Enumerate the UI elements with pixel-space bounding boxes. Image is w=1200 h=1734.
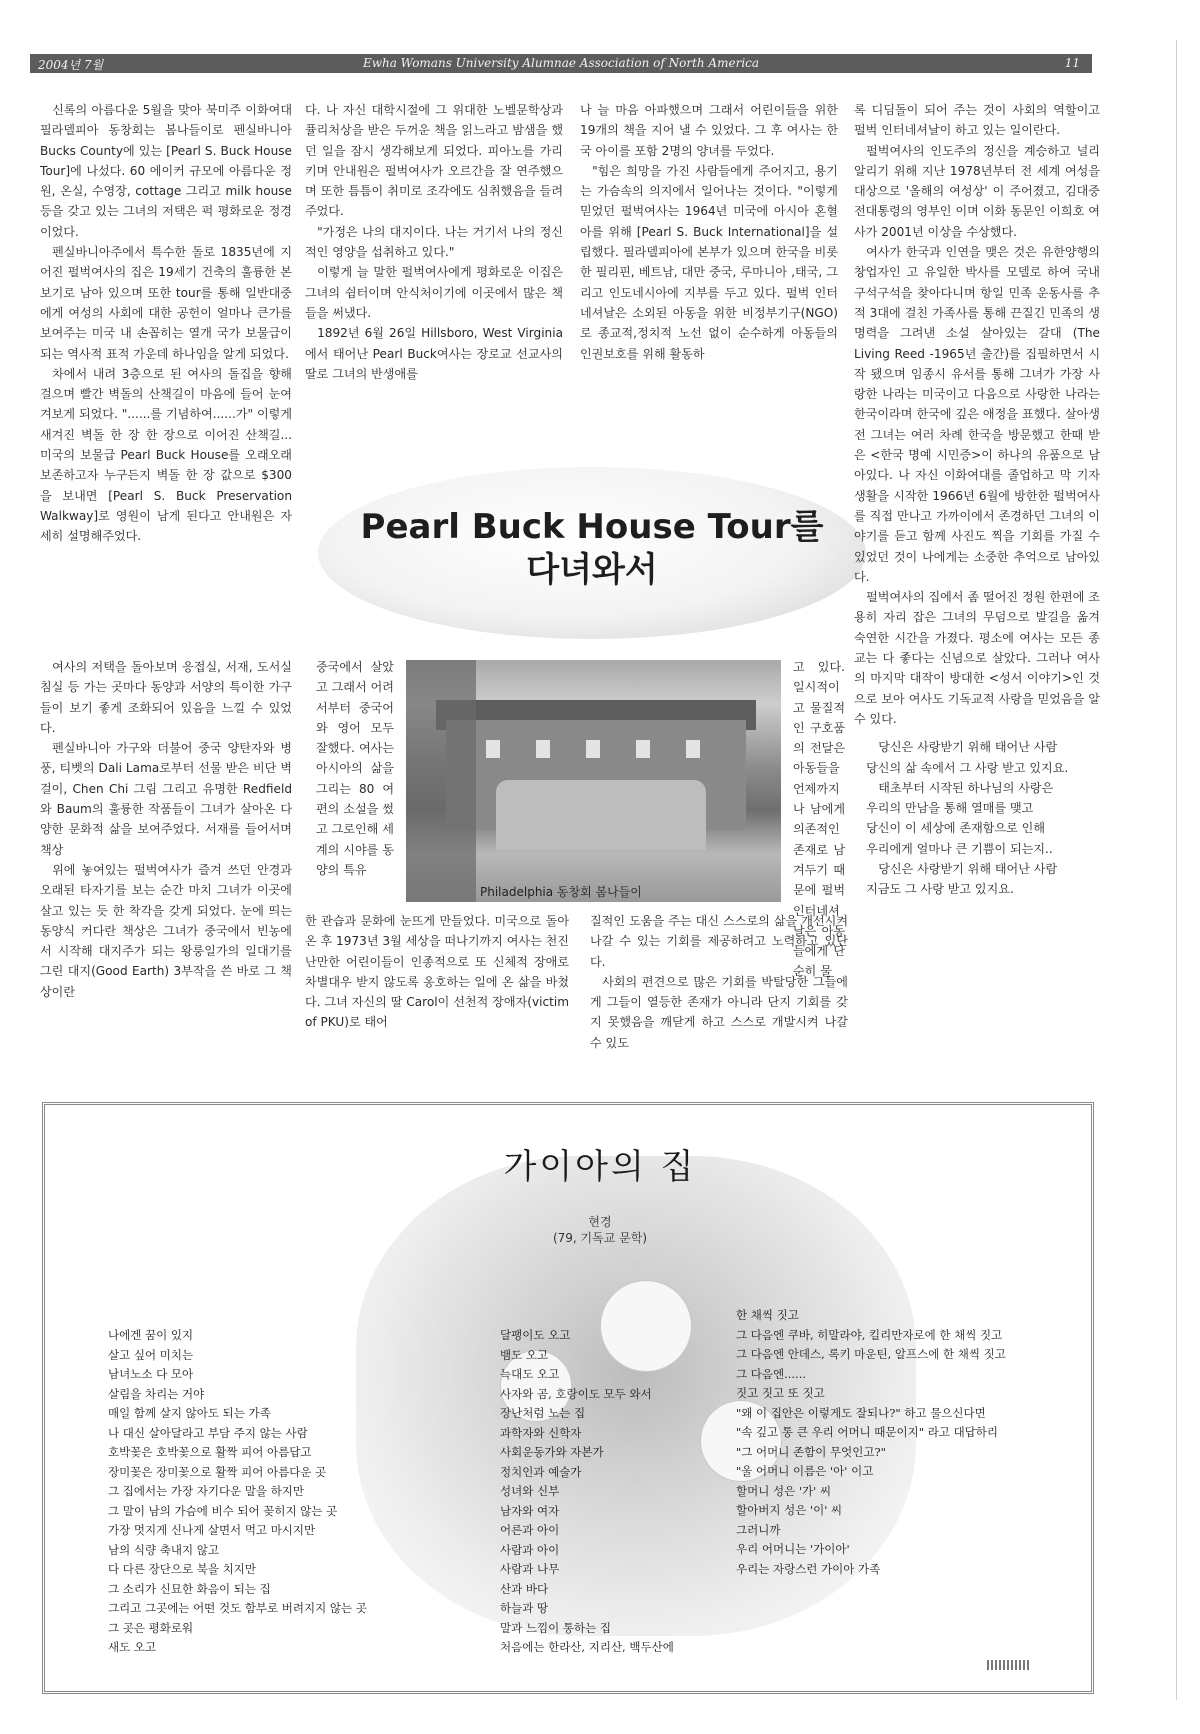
- poem-line: 그 다음엔......: [736, 1366, 807, 1381]
- poem-line: 사람과 아이: [500, 1542, 560, 1557]
- paragraph: 위에 놓여있는 펄벅여사가 즐겨 쓰던 안경과 오래된 타자기를 보는 순간 마치 그녀가 이곳에 살고 있는 듯 한 착각을 갖게 되었다. 눈에 띄는 동양식 커다란 책상은 그녀가 중국에서 빈농에서 시작해 대지주가 되는 왕룽일가의 일대기를 그린 대지(Good Earth) 3부작을 쓴 바로 그 책상이란: [40, 862, 292, 999]
- poem-line: 그 소리가 신묘한 화음이 되는 집: [108, 1581, 271, 1596]
- poem-line: 그 다음엔 쿠바, 히말라야, 킬리만자로에 한 채씩 짓고: [736, 1327, 1003, 1342]
- poem-line: 장난처럼 노는 집: [500, 1406, 586, 1420]
- poem-line: 한 채씩 짓고: [736, 1308, 799, 1322]
- window: [686, 740, 700, 758]
- poem-line: 달팽이도 오고: [500, 1328, 571, 1342]
- poem-title: 가이아의 집: [503, 1147, 697, 1187]
- poem-line: 나 대신 살아달라고 부담 주지 않는 사람: [108, 1425, 308, 1440]
- poem-column-3: [736, 1306, 1006, 1579]
- article-title: [318, 506, 866, 592]
- verse: 태초부터 시작된 하나님의 사랑은 우리의 만남을 통해 열매를 맺고 당신이 이 세상에 존재함으로 인해 우리에게 얼마나 큰 기쁨이 되는지..: [866, 780, 1054, 856]
- paragraph: "힘은 희망을 가진 사람들에게 주어지고, 용기는 가슴속의 의지에서 일어나는 것이다. "이렇게 믿었던 펄벅여사는 1964년 미국에 아시아 혼혈아를 위해 [Pearl S. Buck International]을 설립했다. 필라델피아에 본부가 있으며 한국을 비롯한 필리핀, 베트남, 대만 중국, 루마니아 ,태국, 그리고 인도네시아에 지부를 두고 있다. 펄벅 인터네셔날은 소외된 아동을 위한 비정부기구(NGO)로 종교적,정치적 노선 없이 순수하게 아동들의 인권보호를 위해 활동하: [580, 163, 838, 361]
- poem-line: 성녀와 신부: [500, 1484, 560, 1498]
- paragraph: 펄벅여사의 인도주의 정신을 계승하고 널리 알리기 위해 지난 1978년부터 전 세계 여성을 대상으로 '올해의 여성상' 이 주어졌고, 김대중 전대통령의 영부인 이며 이화 동문인 이희호 여사가 2001년 이상을 수상했다.: [854, 143, 1100, 239]
- poem-author-note: (79, 기독교 문학): [552, 1231, 648, 1245]
- poem-line: "속 깊고 통 큰 우리 어머니 때문이지" 라고 대답하리: [736, 1425, 999, 1439]
- poem-line: 사회운동가와 자본가: [500, 1445, 604, 1459]
- poem-line: 가장 멋지게 신나게 살면서 먹고 마시지만: [108, 1523, 316, 1537]
- poem-line: "울 어머니 이름은 '아' 이고: [736, 1464, 874, 1478]
- poem-line: 산과 바다: [500, 1581, 549, 1596]
- poem-line: 우리는 자랑스런 가이아 가족: [736, 1561, 881, 1576]
- tree: [406, 660, 476, 902]
- poem-line: 그 말이 남의 가슴에 비수 되어 꽂히지 않는 곳: [108, 1503, 338, 1518]
- poem-line: 우리 어머니는 '가이아': [736, 1542, 850, 1556]
- paragraph: 한 관습과 문화에 눈뜨게 만들었다. 미국으로 돌아온 후 1973년 3월 세상을 떠나기까지 여사는 천진난만한 어린이들이 인종적으로 또 신체적 장애로 차별대우 받지 않도록 옹호하는 일에 온 삶을 바쳤다. 그녀 자신의 딸 Carol이 선천적 장애자(victim of PKU)로 태어: [305, 914, 569, 1030]
- paragraph: 1892년 6월 26일 Hillsboro, West Virginia에서 태어난 Pearl Buck여사는 장로교 선교사의 딸로 그녀의 반생애를: [305, 326, 563, 381]
- page-header: [30, 54, 1092, 73]
- poem-line: 과학자와 신학자: [500, 1425, 582, 1440]
- poem-line: 그리고 그곳에는 어떤 것도 함부로 버려지지 않는 곳: [108, 1601, 367, 1615]
- poem-line: 살고 싶어 미치는: [108, 1347, 194, 1362]
- article-column-2-top: [305, 100, 563, 384]
- poem-line: 남녀노소 다 모아: [108, 1367, 194, 1381]
- page-edge-line: [1176, 40, 1177, 1700]
- window: [486, 740, 500, 758]
- poem-line: 그 다음엔 안데스, 록키 마운틴, 알프스에 한 채씩 짓고: [736, 1347, 1006, 1361]
- paragraph: 펄벅여사의 집에서 좀 떨어진 정원 한편에 조용히 자리 잡은 그녀의 무덤으로 발길을 옮겨 숙연한 시간을 가졌다. 평소에 여사는 모든 종교는 다 좋다는 신념으로 살았다. 그러나 여사의 마지막 대작이 방대한 <성서 이야기>인 것으로 보아 여사도 기독교적 사랑을 믿었음을 알 수 있다.: [854, 590, 1100, 726]
- article-column-1-top: [40, 100, 292, 547]
- window: [636, 740, 650, 758]
- paragraph: 여사의 저택을 돌아보며 응접실, 서재, 도서실 침실 등 가는 곳마다 동양과 서양의 특이한 가구들이 보기 좋게 조화되어 있음을 느낄 수 있었다.: [40, 660, 292, 735]
- poem-line: "그 어머니 존함이 무엇인고?": [736, 1444, 886, 1459]
- page-number: 11: [1064, 56, 1080, 70]
- poem-line: 정치인과 예술가: [500, 1464, 582, 1479]
- paragraph: 펜실바니아 가구와 더불어 중국 양탄자와 병풍, 티벳의 Dali Lama로부터 선물 받은 비단 벽걸이, Chen Chi 그림 그리고 유명한 Redfield와 Baum의 훌륭한 작품들이 그녀가 살아온 다양한 문화적 삶을 보여주었다. 서재를 들어서며 책상: [40, 741, 292, 857]
- paragraph: 신록의 아름다운 5월을 맞아 북미주 이화여대 필라델피아 동창회는 봄나들이로 펜실바니아 Bucks County에 있는 [Pearl S. Buck House Tour]에 나섰다. 60 에이커 규모에 아름다운 정원, 온실, 수영장, cottage 그리고 milk house 등을 갖고 있는 그녀의 저택은 퍽 평화로운 정경이었다.: [40, 103, 292, 239]
- paragraph: "가정은 나의 대지이다. 나는 거기서 나의 정신적인 영양을 섭취하고 있다.": [305, 224, 563, 260]
- article-column-2-side: [316, 657, 394, 880]
- publication-title: Ewha Womans University Alumnae Association of North America: [362, 56, 760, 70]
- paragraph: 차에서 내려 3층으로 된 여사의 돌집을 향해 걸으며 빨간 벽돌의 산책길이 마음에 들어 눈여겨보게 되었다. "......를 기념하여......가" 이렇게 새겨진 벽돌 한 장 한 장으로 이어진 산책길... 미국의 보물급 Pearl Buck House를 오래오래 보존하고자 누구든지 벽돌 한 장 값으로 $300을 보내면 [Pearl S. Buck Preservation Walkway]로 영원이 남게 된다고 안내원은 자세히 설명해주었다.: [40, 366, 292, 544]
- decorative-ornament: [987, 1660, 1029, 1670]
- poem-line: 처음에는 한라산, 지리산, 백두산에: [500, 1640, 674, 1654]
- poem-author: [0, 1214, 1200, 1246]
- poem-author-name: 현경: [588, 1215, 612, 1229]
- paragraph: 다. 나 자신 대학시절에 그 위대한 노벨문학상과 퓰리처상을 받은 두꺼운 책을 읽느라고 밤샘을 했던 일을 잠시 생각해보게 되었다. 피아노를 가리키며 안내원은 펄벅여사가 오르간을 잘 연주했으며 또한 틈틈이 취미로 조각에도 심취했음을 들려주었다.: [305, 103, 563, 219]
- article-column-4: [854, 100, 1100, 900]
- poem-line: 하늘과 땅: [500, 1601, 549, 1615]
- paragraph: 사회의 편견으로 많은 기회를 박탈당한 그들에게 그들이 열등한 존재가 아니라 단지 기회를 갖지 못했음을 깨닫게 하고 스스로 개발시켜 나갈 수 있도: [590, 974, 848, 1050]
- poem-line: 남자와 여자: [500, 1503, 560, 1518]
- article-column-3-bottom: [590, 911, 848, 1053]
- poem-line: 말과 느낌이 통하는 집: [500, 1620, 611, 1635]
- alumnae-group: [496, 780, 706, 850]
- poem-line: 호박꽃은 호박꽃으로 활짝 피어 아름답고: [108, 1445, 312, 1459]
- article-column-3-top: [580, 100, 838, 364]
- paragraph: 펜실바니아주에서 특수한 돌로 1835년에 지어진 펄벅여사의 집은 19세기 건축의 훌륭한 본보기로 남아 있으며 또한 tour를 통해 일반대중에게 여성의 사회에 대한 공헌이 얼마나 큰가를 보여주는 미국 내 손꼽히는 열개 국가 보물급이 되는 역사적 표적 가운데 하나임을 알게 되었다.: [40, 245, 292, 361]
- poem-line: 짓고 짓고 또 짓고: [736, 1386, 825, 1400]
- poem-line: "왜 이 집안은 이렇게도 잘되나?" 하고 물으신다면: [736, 1405, 986, 1420]
- photo-caption: Philadelphia 동창회 봄나들이: [480, 885, 642, 899]
- poem-line: 그러니까: [736, 1522, 781, 1537]
- poem-line: 그 곳은 평화로워: [108, 1620, 194, 1635]
- article-column-1-bottom: [40, 657, 292, 1002]
- poem-column-1: [108, 1326, 367, 1658]
- poem-line: 매일 함께 살지 않아도 되는 가족: [108, 1406, 271, 1420]
- window: [586, 740, 600, 758]
- poem-line: 할아버지 성은 '이' 씨: [736, 1503, 843, 1517]
- poem-line: 장미꽃은 장미꽃으로 활짝 피어 아름다운 곳: [108, 1464, 327, 1479]
- verse: 당신은 사랑받기 위해 태어난 사람 당신의 삶 속에서 그 사랑 받고 있지요.: [866, 740, 1069, 775]
- poem-line: 그 집에서는 가장 자기다운 말을 하지만: [108, 1484, 305, 1498]
- article-title-line-1: Pearl Buck House Tour를: [360, 507, 824, 547]
- article-column-2-bottom: [305, 911, 569, 1033]
- poem-line: 사람과 나무: [500, 1562, 560, 1576]
- paragraph: 고 있다. 일시적이고 물질적인 구호품의 전달은 아동들을 언제까지나 남에게 의존적인 존재로 남겨두기 때문에 펄벅 인터네셔날은 아동들에게 단순히 물: [793, 660, 845, 979]
- verse: 당신은 사랑받기 위해 태어난 사람 지금도 그 사랑 받고 있지요.: [866, 861, 1058, 897]
- paragraph: 록 디딤돌이 되어 주는 것이 사회의 역할이고 펄벅 인터네셔날이 하고 있는 일이란다.: [854, 103, 1100, 138]
- poem-line: 살림을 차리는 거야: [108, 1386, 205, 1401]
- paragraph: 나 늘 마음 아파했으며 그래서 어린이들을 위한 19개의 책을 지어 낼 수 있었다. 그 후 여사는 한국 아이를 포함 2명의 양녀를 두었다.: [580, 103, 838, 158]
- paragraph: 여사가 한국과 인연을 맺은 것은 유한양행의 창업자인 고 유일한 박사를 모델로 하여 국내 구석구석을 찾아다니며 항일 민족 운동사를 추적 3대에 걸친 가족사를 통해 끈질긴 민족의 생명력을 그려낸 소설 살아있는 갈대 (The Living Reed -1965년 출간)를 집필하면서 시작 됐으며 임종시 유서를 통해 그녀가 가장 사랑한 나라는 미국이고 다음으로 사랑한 나라는 한국이라며 한국에 깊은 애정을 표했다. 살아생전 그녀는 여러 차례 한국을 방문했고 한때 받은 <한국 명예 시민증>이 하나의 유품으로 남아있다. 나 자신 이화여대를 졸업하고 막 기자생활을 시작한 1966년 6월에 방한한 펄벅여사를 직접 만나고 가까이에서 존경하던 그녀의 이야기를 듣고 함께 사진도 찍을 기회를 가질 수 있었던 것이 나에게는 소중한 추억으로 남아있다.: [854, 245, 1100, 584]
- poem-line: 새도 오고: [108, 1640, 157, 1654]
- paragraph: 중국에서 살았고 그래서 어려서부터 중국어와 영어 모두 잘했다. 여사는 아시아의 삶을 그리는 80 여편의 소설을 썼고 그로인해 세계의 시야를 동양의 특유: [316, 660, 394, 877]
- poem-line: 남의 식량 축내지 않고: [108, 1542, 219, 1557]
- poem-line: 뱀도 오고: [500, 1347, 549, 1362]
- poem-column-2: [500, 1326, 674, 1658]
- paragraph: 질적인 도움을 주는 대신 스스로의 삶을 개선시켜 나갈 수 있는 기회를 제공하려고 노력하고 있단다.: [590, 914, 848, 969]
- group-photo: [406, 660, 781, 902]
- poem-line: 늑대도 오고: [500, 1367, 560, 1381]
- poem-line: 사자와 곰, 호랑이도 모두 와서: [500, 1386, 652, 1401]
- poem-line: 나에겐 꿈이 있지: [108, 1328, 194, 1342]
- poem-line: 다 다른 장단으로 북을 치지만: [108, 1562, 256, 1576]
- poem-line: 할머니 성은 '가' 씨: [736, 1483, 832, 1498]
- issue-date: 2004년 7월: [38, 58, 104, 72]
- paragraph: 이렇게 늘 말한 펄벅여사에게 평화로운 이집은 그녀의 쉼터이며 안식처이기에 이곳에서 많은 책들을 써냈다.: [305, 265, 563, 320]
- article-title-line-2: 다녀와서: [526, 550, 658, 590]
- poem-line: 어른과 아이: [500, 1523, 560, 1537]
- window: [536, 740, 550, 758]
